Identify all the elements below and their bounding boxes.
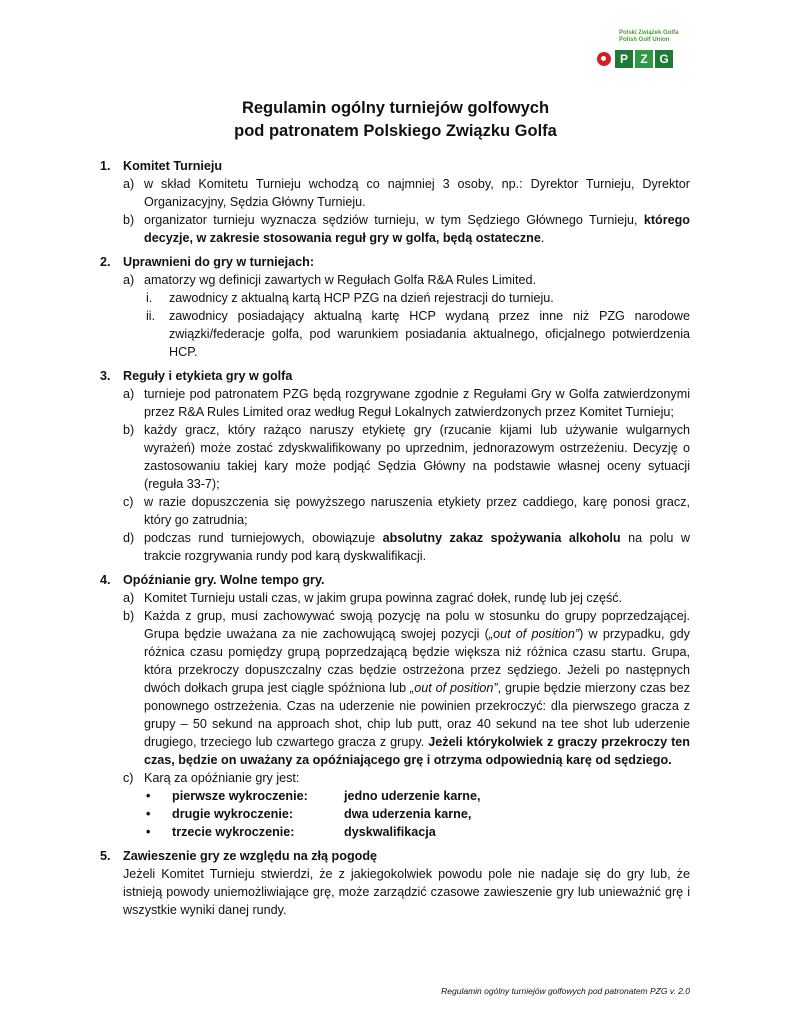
bullet-icon: • (146, 825, 151, 839)
item-text: Każda z grup, musi zachowywać swoją pozycję na polu w stosunku do grupy poprzedzającej. Grupa będzie uważana za nie zachowującą swojej pozycji („out of position”) w przypadku, gdy różnica czasu pomiędzy grupą poprzedzającą będzie większa niż różnica czasu startu. Grupa, która przekroczy dopuszczalny czas będzie ostrzeżona przez sędziego. Jeżeli po następnych dwóch dołkach grupa jest ciągle spóźniona lub „out of position”, grupie będzie mierzony czas bez ponownego ostrzeżenia. Czas na uderzenie nie powinien przekroczyć: dla pierwszego gracza z grupy – 50 sekund na approach shot, chip lub putt, oraz 40 sekund na tee shot lub uderzenie drugiego, trzeciego lub czwartego gracza z grupy. Jeżeli którykolwiek z graczy przekroczy ten czas, będzie on uważany za opóźniającego grę i otrzyma odpowiednią karę od sędziego. (144, 609, 691, 767)
penalty-label: trzecie wykroczenie: (172, 825, 295, 839)
item-marker: a) (123, 273, 135, 287)
section-heading: Reguły i etykieta gry w golfa (123, 369, 293, 383)
golf-ball-icon (597, 52, 611, 66)
penalty-value: dyskwalifikacja (344, 825, 436, 839)
item-marker: a) (123, 177, 135, 191)
item-text: turnieje pod patronatem PZG będą rozgrywane zgodnie z Regułami Gry w Golfa zatwierdzonymi przez R&A Rules Limited oraz według Reguł Lokalnych zatwierdzonych przez Komitet Turnieju; (144, 387, 690, 419)
item-marker: a) (123, 591, 135, 605)
logo-line-2: Polish Golf Union (619, 37, 670, 43)
item-marker: b) (123, 609, 135, 623)
item-marker: a) (123, 387, 135, 401)
penalty-label: pierwsze wykroczenie: (172, 789, 308, 803)
section-1 (100, 157, 690, 247)
subitem-text: zawodnicy posiadający aktualną kartę HCP wydaną przez inne niż PZG narodowe związki/federacje golfa, pod warunkiem posiadania aktualnego, oficjalnego potwierdzenia HCP. (169, 309, 690, 359)
title-line-1: Regulamin ogólny turniejów golfowych (241, 99, 550, 117)
section-number: 4. (100, 573, 111, 587)
item-text: w skład Komitetu Turnieju wchodzą co najmniej 3 osoby, np.: Dyrektor Turnieju, Dyrektor Organizacyjny, Sędzia Główny Turnieju. (144, 177, 690, 209)
logo-letter-p: P (615, 50, 633, 68)
section-number: 3. (100, 369, 111, 383)
subitem-text: zawodnicy z aktualną kartą HCP PZG na dzień rejestracji do turnieju. (169, 291, 554, 305)
section-5 (100, 847, 690, 919)
item-marker: b) (123, 423, 135, 437)
penalty-value: dwa uderzenia karne, (344, 807, 472, 821)
section-3 (100, 367, 690, 565)
item-marker: b) (123, 213, 135, 227)
item-text: każdy gracz, który rażąco naruszy etykietę gry (rzucanie kijami lub używanie wulgarnych wyrażeń) może zostać zdyskwalifikowany po uprzednim, jednorazowym ostrzeżeniu. Decyzję o zastosowaniu takiej kary może podjąć Sędzia Główny na podstawie własnej oceny sytuacji (reguła 33-7); (144, 423, 690, 491)
section-number: 2. (100, 255, 111, 269)
logo-line-1: Polski Związek Golfa (619, 30, 679, 36)
title-line-2: pod patronatem Polskiego Związku Golfa (234, 122, 557, 140)
section-text: Jeżeli Komitet Turnieju stwierdzi, że z jakiegokolwiek powodu pole nie nadaje się do gry lub, że istnieją powody uniemożliwiające grę, może zarządzić czasowe zawieszenie gry lub unieważnić grę i wszystkie wyniki danej rundy. (123, 867, 690, 917)
item-text: podczas rund turniejowych, obowiązuje absolutny zakaz spożywania alkoholu na polu w trakcie rozgrywania rundy pod karą dyskwalifikacji. (144, 531, 690, 563)
item-text: Komitet Turnieju ustali czas, w jakim grupa powinna zagrać dołek, rundę lub jej część. (144, 591, 623, 605)
section-4 (100, 571, 690, 841)
penalty-value: jedno uderzenie karne, (344, 789, 481, 803)
item-marker: c) (123, 771, 134, 785)
item-marker: d) (123, 531, 135, 545)
section-number: 1. (100, 159, 111, 173)
subitem-marker: ii. (146, 309, 156, 323)
subitem-marker: i. (146, 291, 153, 305)
bullet-icon: • (146, 807, 151, 821)
item-text: amatorzy wg definicji zawartych w Regułach Golfa R&A Rules Limited. (144, 273, 536, 287)
item-text: Karą za opóźnianie gry jest: (144, 771, 300, 785)
section-2 (100, 253, 690, 361)
logo-letter-z: Z (635, 50, 653, 68)
section-heading: Komitet Turnieju (123, 159, 223, 173)
section-heading: Zawieszenie gry ze względu na złą pogodę (123, 849, 378, 863)
item-marker: c) (123, 495, 134, 509)
document-body (100, 157, 690, 925)
penalty-item (100, 787, 690, 805)
section-heading: Uprawnieni do gry w turniejach: (123, 255, 315, 269)
page-footer: Regulamin ogólny turniejów golfowych pod patronatem PZG v. 2.0 (441, 986, 690, 996)
item-text: w razie dopuszczenia się powyższego naruszenia etykiety przez caddiego, karę ponosi gracz, który go zatrudnia; (144, 495, 690, 527)
section-number: 5. (100, 849, 111, 863)
bullet-icon: • (146, 789, 151, 803)
item-text: organizator turnieju wyznacza sędziów turnieju, w tym Sędziego Głównego Turnieju, którego decyzje, w zakresie stosowania reguł gry w golfa, będą ostateczne. (144, 213, 690, 245)
penalty-item (100, 805, 690, 823)
section-heading: Opóźnianie gry. Wolne tempo gry. (123, 573, 325, 587)
pzg-logo (597, 30, 687, 68)
penalty-label: drugie wykroczenie: (172, 807, 294, 821)
logo-letter-g: G (655, 50, 673, 68)
document-title (0, 97, 791, 143)
penalty-item (100, 823, 690, 841)
